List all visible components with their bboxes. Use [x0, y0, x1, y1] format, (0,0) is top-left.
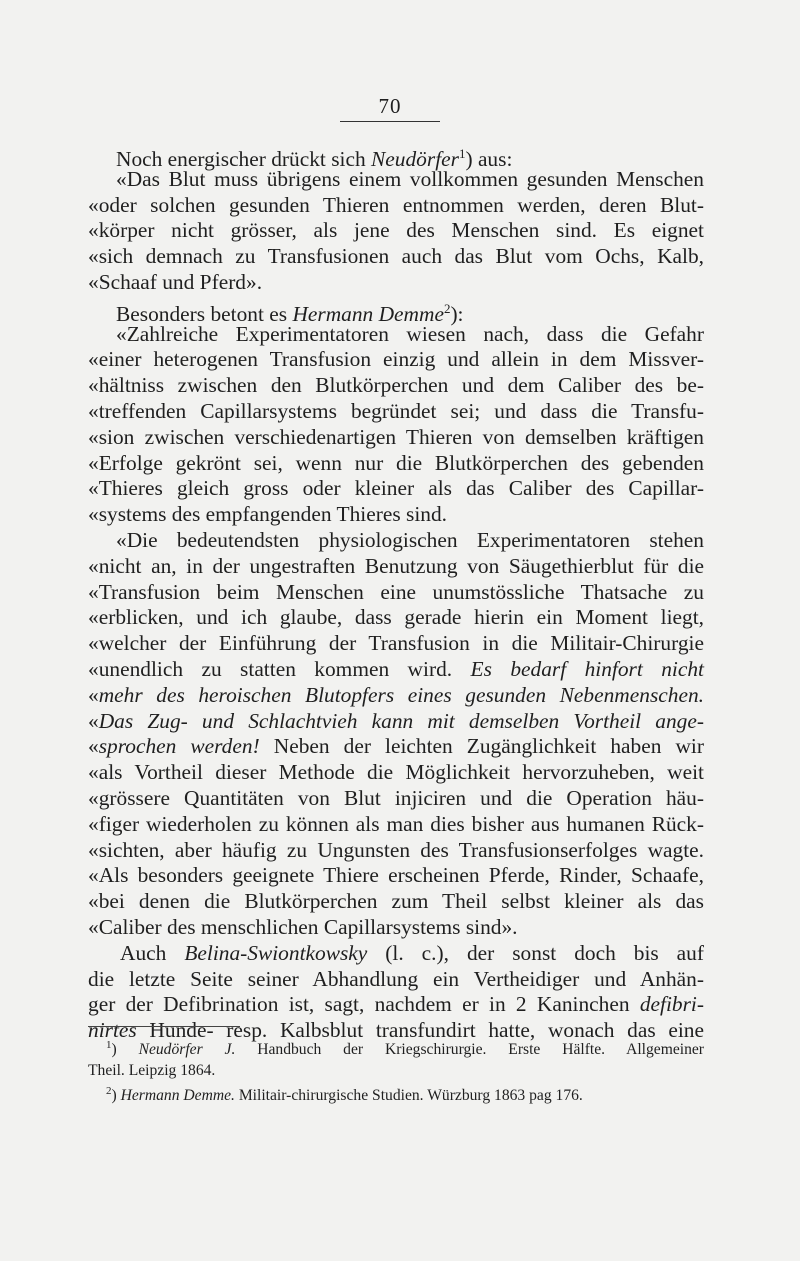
header-rule: [340, 121, 440, 122]
text-line: [88, 709, 704, 735]
text-line: [88, 296, 704, 326]
text-line: [88, 322, 704, 348]
text-line: [88, 657, 704, 683]
text-run: «sichten, aber häufig zu Ungunsten des Transfusionserfolges wagte.: [88, 837, 704, 862]
italic-run: nirtes: [88, 1018, 137, 1043]
italic-run: mehr des heroischen Blutopfers eines gesunden Nebenmenschen.: [98, 682, 704, 707]
text-line: [88, 218, 704, 244]
text-run: «: [88, 708, 99, 733]
text-run: «Thieres gleich gross oder kleiner als das Caliber des Capillar-: [88, 476, 704, 501]
page-number: 70: [378, 94, 402, 118]
italic-run: Das Zug- und Schlachtvieh kann mit demselben Vortheil ange-: [98, 708, 704, 733]
italic-run: Belina-Swiontkowsky: [184, 940, 368, 965]
text-run: «Als besonders geeignete Thiere erscheinen Pferde, Rinder, Schaafe,: [88, 863, 704, 888]
text-run: «Das Blut muss übrigens einem vollkommen gesunden Menschen: [116, 166, 704, 191]
text-run: «welcher der Einführung der Transfusion in die Militair-Chirurgie: [88, 631, 704, 656]
text-line: [88, 631, 704, 657]
text-line: [88, 193, 704, 219]
text-run: «als Vortheil dieser Methode die Möglichkeit hervorzuheben, weit: [88, 760, 704, 785]
text-run: «grössere Quantitäten von Blut injiciren und die Operation häu-: [88, 785, 704, 810]
footnote-line: [88, 1060, 704, 1081]
text-run: «Caliber des menschlichen Capillarsystems sind».: [88, 914, 518, 939]
text-line: [88, 605, 704, 631]
text-run: «nicht an, in der ungestraften Benutzung von Säugethierblut für die: [88, 553, 704, 578]
text-line: [88, 347, 704, 373]
text-run: «Transfusion beim Menschen eine unumstössliche Thatsache zu: [88, 579, 704, 604]
italic-run: Es bedarf hinfort nicht: [470, 656, 704, 681]
text-line: [88, 399, 704, 425]
body-text: [88, 141, 704, 1044]
footnote-number: 1: [106, 1039, 112, 1051]
text-run: «sich demnach zu Transfusionen auch das Blut vom Ochs, Kalb,: [88, 244, 704, 269]
footnote-marker: 1: [458, 146, 466, 161]
text-run: «Zahlreiche Experimentatoren wiesen nach, dass die Gefahr: [116, 321, 704, 346]
text-run: «erblicken, und ich glaube, dass gerade hierin ein Moment liegt,: [88, 605, 704, 630]
text-run: Neben der leichten Zugänglichkeit haben wir: [259, 734, 704, 759]
text-run: ger der Defibrination ist, sagt, nachdem er in 2 Kaninchen: [88, 992, 640, 1017]
text-run: «: [88, 682, 99, 707]
text-line: [88, 967, 704, 993]
text-line: [88, 734, 704, 760]
text-line: [88, 451, 704, 477]
text-run: «figer wiederholen zu können als man dies bisher aus humanen Rück-: [88, 811, 704, 836]
text-run: «sion zwischen verschiedenartigen Thieren von demselben kräftigen: [88, 424, 704, 449]
text-line: [88, 580, 704, 606]
footnote-rule: [88, 1026, 240, 1027]
text-run: (l. c.), der sonst doch bis auf: [367, 940, 704, 965]
footnote-line: $^2$) Hermann Demme. Militair-chirurgische Studien. Würzburg 1863 pag 176.: [106, 1085, 583, 1105]
text-line: [88, 425, 704, 451]
text-run: «Schaaf und Pferd».: [88, 269, 263, 294]
text-line: [88, 992, 704, 1018]
text-run: «unendlich zu statten kommen wird.: [88, 656, 471, 681]
text-line: [88, 941, 704, 967]
text-run: Noch energischer drückt sich: [116, 147, 372, 172]
footnote-marker: 2: [443, 300, 451, 316]
text-run: ):: [450, 301, 464, 326]
text-line: [88, 786, 704, 812]
footnote-line: $^1$) Neudörfer J. Handbuch der Kriegschirurgie. Erste Hälfte. Allgemeiner: [106, 1039, 705, 1059]
text-run: die letzte Seite seiner Abhandlung ein Vertheidiger und Anhän-: [88, 966, 704, 991]
text-run: Besonders betont es: [116, 301, 293, 326]
footnote-text: Theil. Leipzig 1864.: [88, 1062, 216, 1080]
text-run: «einer heterogenen Transfusion einzig und allein in dem Missver-: [88, 347, 704, 372]
text-line: [88, 528, 704, 554]
text-line: [88, 476, 704, 502]
text-line: [88, 889, 704, 915]
text-line: [88, 838, 704, 864]
text-run: «Die bedeutendsten physiologischen Experimentatoren stehen: [116, 527, 704, 552]
text-line: [88, 270, 704, 296]
text-run: ) aus:: [465, 147, 513, 172]
text-run: «hältniss zwischen den Blutkörperchen und dem Caliber des be-: [88, 373, 704, 398]
text-run: «bei denen die Blutkörperchen zum Theil selbst kleiner als das: [88, 889, 704, 914]
text-run: «treffenden Capillarsystems begründet sei; und dass die Transfu-: [88, 398, 704, 423]
italic-run: defibri-: [639, 992, 704, 1017]
text-line: [88, 141, 704, 172]
text-run: «oder solchen gesunden Thieren entnommen werden, deren Blut-: [88, 192, 704, 217]
text-line: [88, 244, 704, 270]
text-run: «körper nicht grösser, als jene des Menschen sind. Es eignet: [88, 218, 704, 243]
text-run: Auch: [120, 940, 185, 965]
text-run: «systems des empfangenden Thieres sind.: [88, 502, 448, 527]
footnote-text: Militair-chirurgische Studien. Würzburg 1863 pag 176.: [234, 1087, 583, 1105]
text-line: [88, 863, 704, 889]
footnote-number: 2: [106, 1085, 112, 1098]
text-line: [88, 683, 704, 709]
text-line: [88, 915, 704, 941]
italic-run: Neudörfer: [371, 147, 459, 172]
footnote-author: Hermann Demme.: [120, 1087, 235, 1105]
italic-run: sprochen werden!: [98, 734, 260, 759]
text-run: «Erfolge gekrönt sei, wenn nur die Blutkörperchen des gebenden: [88, 450, 704, 475]
footnote-author: Neudörfer J.: [138, 1041, 236, 1059]
text-line: [88, 167, 704, 193]
text-run: «: [88, 734, 99, 759]
text-run: Hunde- resp. Kalbsblut transfundirt hatte, wonach das eine: [136, 1018, 704, 1043]
italic-run: Hermann Demme: [292, 301, 444, 326]
text-line: [88, 812, 704, 838]
footnote-text: Handbuch der Kriegschirurgie. Erste Hälfte. Allgemeiner: [235, 1041, 705, 1059]
text-line: [88, 373, 704, 399]
text-line: [88, 502, 704, 528]
text-line: [88, 760, 704, 786]
text-line: [88, 554, 704, 580]
footnotes: [88, 1035, 704, 1106]
